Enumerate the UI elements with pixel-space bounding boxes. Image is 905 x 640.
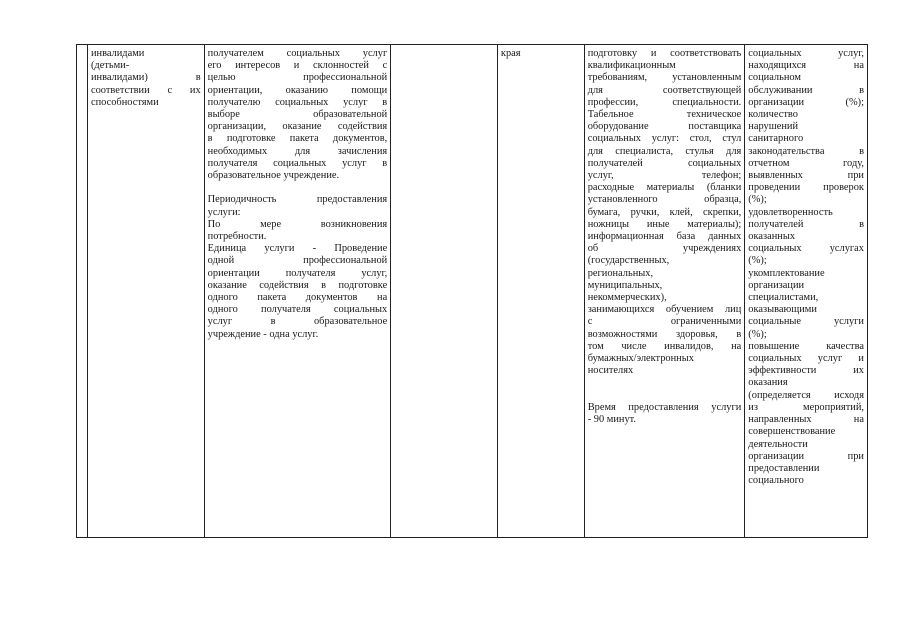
- text-line: носителях: [587, 365, 634, 377]
- table-col-region: [498, 45, 585, 537]
- text-line: Время предоставления услуги: [587, 401, 742, 413]
- text-line: нарушений: [748, 121, 799, 133]
- text-line: оказание содействия в подготовке: [207, 279, 388, 291]
- text-line: совершенствование: [748, 426, 836, 438]
- text-line: одного получателя социальных: [207, 304, 388, 316]
- text-line: эффективности их: [748, 365, 864, 377]
- text-line: санитарного: [748, 133, 804, 145]
- text-line: оказанных: [748, 231, 796, 243]
- text-line: бумажных/электронных: [587, 353, 694, 365]
- text-line: ориентации получателя услуг,: [207, 267, 388, 279]
- text-line: некоммерческих),: [587, 292, 667, 304]
- text-line: Единица услуги - Проведение: [207, 243, 388, 255]
- text-line: получателем социальных услуг: [207, 48, 388, 59]
- text-line: получателю социальных услуг в: [207, 96, 388, 108]
- text-line: для специалиста, стулья для: [587, 145, 742, 157]
- text-line: (государственных,: [587, 255, 670, 267]
- text-line: одной профессиональной: [207, 255, 388, 267]
- text-line: получателей в: [748, 218, 864, 230]
- text-line: социальных услуг и: [748, 353, 864, 365]
- text-line: (детьми-: [90, 60, 130, 72]
- text-line: инвалидами: [90, 48, 145, 59]
- text-line: укомплектование: [748, 267, 825, 279]
- table-col-conditions: [585, 45, 746, 537]
- text-line: ориентации, оказанию помощи: [207, 84, 388, 96]
- text-line: в подготовке пакета документов,: [207, 133, 388, 145]
- text-line: организации: [748, 279, 805, 291]
- text-line: законодательства в: [748, 145, 864, 157]
- text-line: (%);: [748, 194, 767, 206]
- text-line: из мероприятий,: [748, 401, 864, 413]
- text-line: края: [500, 48, 521, 59]
- text-line: обслуживании в: [748, 84, 864, 96]
- text-line: - 90 минут.: [587, 414, 636, 426]
- text-line: информационная база данных: [587, 231, 742, 243]
- text-line: Периодичность предоставления: [207, 194, 388, 206]
- text-line: организации при: [748, 450, 864, 462]
- table-col-number: [77, 45, 88, 537]
- text-line: предоставлении: [748, 462, 820, 474]
- text-line: (%);: [748, 328, 767, 340]
- text-line: необходимых для зачисления: [207, 145, 388, 157]
- text-line: социальных услуг: стол, стул: [587, 133, 742, 145]
- text-line: социальном: [748, 72, 801, 84]
- text-line: организации, оказание содействия: [207, 121, 388, 133]
- text-line: профессии, специальности.: [587, 96, 742, 108]
- blank-line: [588, 377, 742, 389]
- text-line: деятельности: [748, 438, 808, 450]
- text-line: социального: [748, 475, 804, 487]
- text-line: выявленных при: [748, 170, 864, 182]
- text-line: специалистами,: [748, 292, 819, 304]
- text-line: учреждение - одна услуг.: [207, 328, 319, 340]
- text-line: ножницы иные материалы);: [587, 218, 742, 230]
- text-line: требованиям, установленным: [587, 72, 742, 84]
- text-line: направленных на: [748, 414, 864, 426]
- table-col-empty: [391, 45, 498, 537]
- text-line: установленного образца,: [587, 194, 742, 206]
- text-line: количество: [748, 109, 798, 121]
- text-line: способностями: [90, 96, 159, 108]
- text-line: получателей социальных: [587, 157, 742, 169]
- text-line: выборе образовательной: [207, 109, 388, 121]
- blank-line: [208, 182, 388, 194]
- text-line: По мере возникновения: [207, 218, 388, 230]
- text-line: одного пакета документов на: [207, 292, 388, 304]
- services-table: [76, 44, 868, 538]
- text-line: повышение качества: [748, 340, 864, 352]
- text-line: отчетном году,: [748, 157, 864, 169]
- text-line: проведении проверок: [748, 182, 864, 194]
- text-line: организации (%);: [748, 96, 864, 108]
- text-line: социальных услугах: [748, 243, 864, 255]
- text-line: образовательное учреждение.: [207, 170, 340, 182]
- text-line: расходные материалы (бланки: [587, 182, 742, 194]
- text-line: муниципальных,: [587, 279, 663, 291]
- text-line: потребности.: [207, 231, 267, 243]
- text-line: получателя социальных услуг в: [207, 157, 388, 169]
- text-line: (%);: [748, 255, 767, 267]
- table-col-recipient-category: [88, 45, 205, 537]
- blank-line: [588, 390, 742, 402]
- table-col-quality-indicators: [745, 45, 867, 537]
- text-line: квалификационным: [587, 60, 676, 72]
- text-line: инвалидами) в: [90, 72, 201, 84]
- text-line: услуг в образовательное: [207, 316, 388, 328]
- text-line: его интересов и склонностей с: [207, 60, 388, 72]
- text-line: (определяется исходя: [748, 389, 864, 401]
- text-line: бумага, ручки, клей, скрепки,: [587, 206, 742, 218]
- text-line: об учреждениях: [587, 243, 742, 255]
- text-line: социальные услуги: [748, 316, 864, 328]
- text-line: целью профессиональной: [207, 72, 388, 84]
- text-line: оказывающими: [748, 304, 817, 316]
- text-line: оборудование поставщика: [587, 121, 742, 133]
- text-line: возможностями здоровья, в: [587, 328, 742, 340]
- text-line: соответствии с их: [90, 84, 201, 96]
- text-line: удовлетворенность: [748, 206, 833, 218]
- text-line: том числе инвалидов, на: [587, 340, 742, 352]
- text-line: находящихся на: [748, 60, 864, 72]
- text-line: занимающихся обучением лиц: [587, 304, 742, 316]
- text-line: для соответствующей: [587, 84, 742, 96]
- text-line: услуги:: [207, 206, 241, 218]
- text-line: подготовку и соответствовать: [587, 48, 742, 59]
- text-line: услуг, телефон;: [587, 170, 742, 182]
- text-line: с ограниченными: [587, 316, 742, 328]
- text-line: оказания: [748, 377, 788, 389]
- text-line: региональных,: [587, 267, 654, 279]
- text-line: социальных услуг,: [748, 48, 864, 59]
- text-line: Табельное техническое: [587, 109, 742, 121]
- table-col-service-description: [205, 45, 392, 537]
